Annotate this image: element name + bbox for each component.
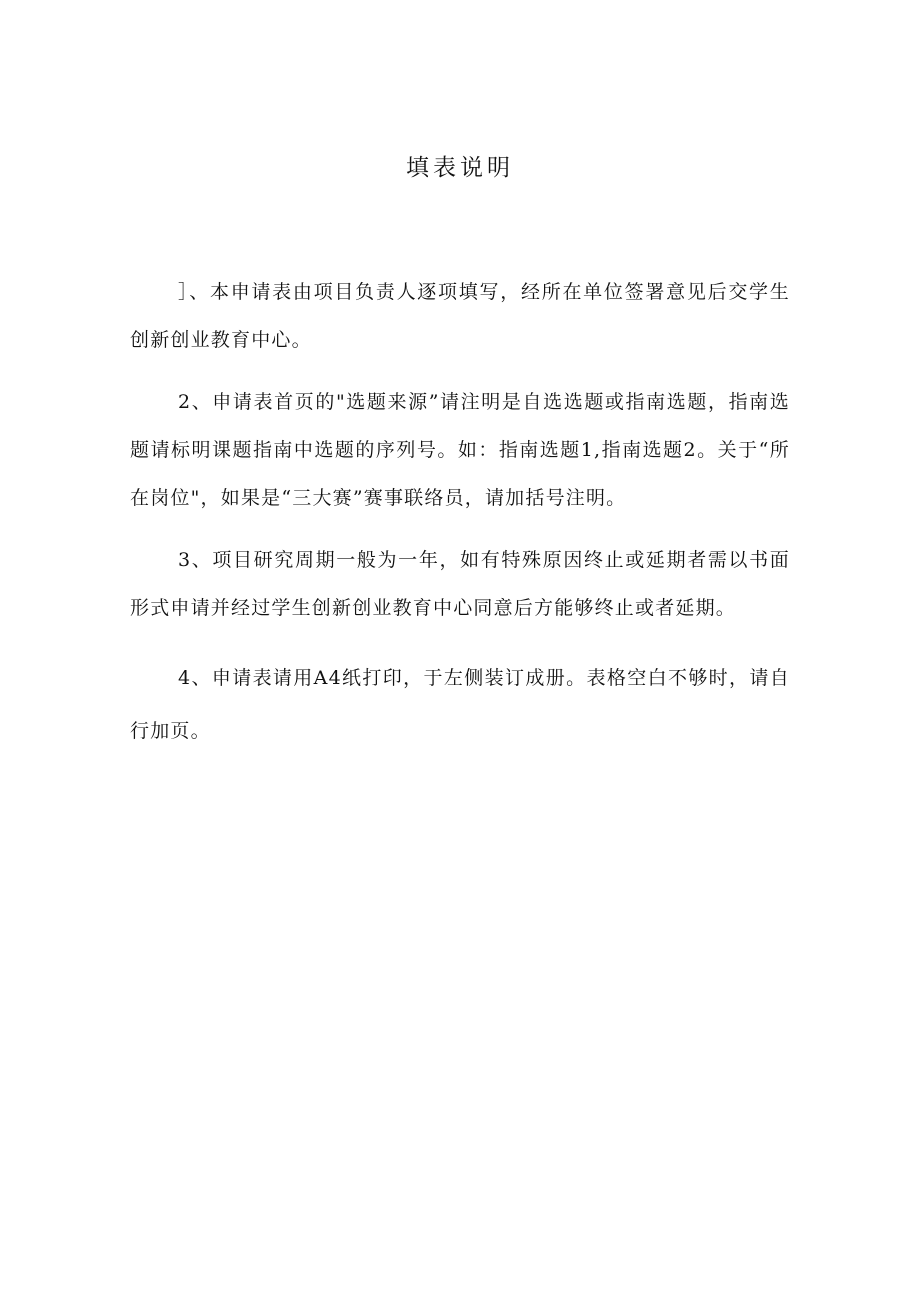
- instruction-paragraph-3: 3、项目研究周期一般为一年，如有特殊原因终止或延期者需以书面形式申请并经过学生创新创业教育中心同意后方能够终止或者延期。: [130, 549, 790, 619]
- instructions-body: [130, 270, 790, 758]
- page-title: 填表说明: [406, 155, 514, 181]
- instruction-paragraph-4: 4、申请表请用A4纸打印，于左侧装订成册。表格空白不够时，请自行加页。: [130, 667, 790, 742]
- instruction-paragraph-1: ］、本申请表由项目负责人逐项填写，经所在单位签署意见后交学生创新创业教育中心。: [130, 281, 790, 351]
- instruction-paragraph-2: 2、申请表首页的"选题来源”请注明是自选选题或指南选题，指南选题请标明课题指南中选题的序列号。如：指南选题1,指南选题2。关于“所在岗位"，如果是“三大赛”赛事联络员，请加括号注明。: [130, 391, 790, 509]
